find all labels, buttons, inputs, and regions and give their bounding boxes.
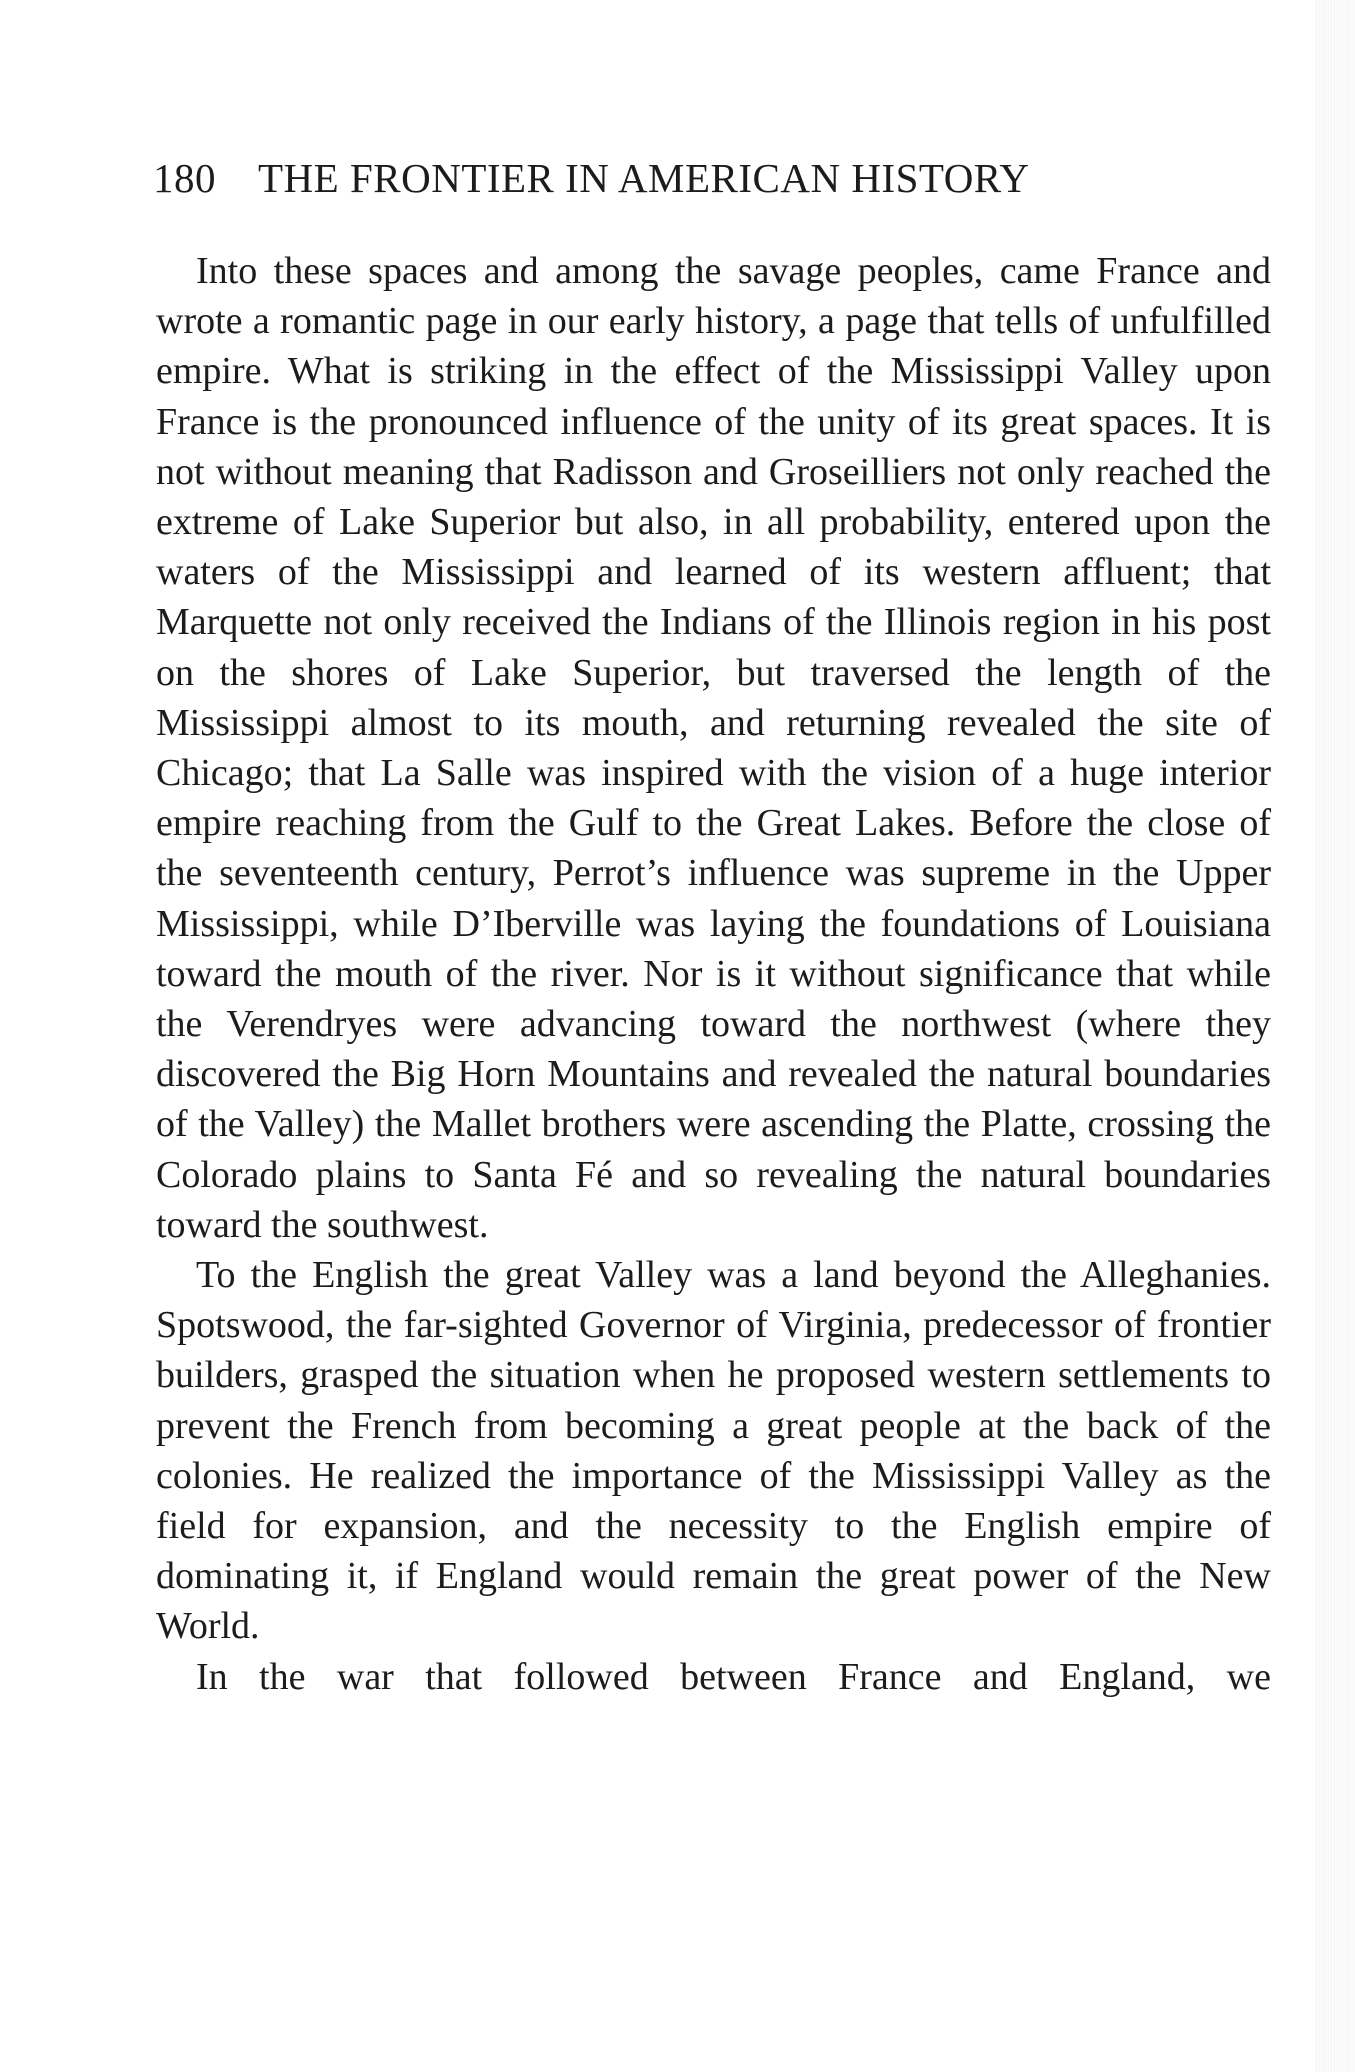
page-number: 180 bbox=[153, 155, 216, 201]
paragraph-war-continued: In the war that followed between France and England, we bbox=[196, 1655, 1271, 1698]
running-head bbox=[153, 153, 1263, 203]
paragraph-english-valley: To the English the great Valley was a land beyond the Alleghanies. Spotswood, the far-sighted Governor of Virginia, predecessor of frontier builders, grasped the situation when he proposed western settlements to prevent the French from becoming a great people at the back of the colonies. He realized the importance of the Mississippi Valley as the field for expansion, and the necessity to the English empire of dominating it, if England would remain the great power of the New World. bbox=[156, 1254, 1271, 1648]
running-title: THE FRONTIER IN AMERICAN HISTORY bbox=[258, 155, 1030, 201]
page-edge-shading bbox=[1315, 0, 1355, 2072]
paragraph-french-empire: Into these spaces and among the savage peoples, came France and wrote a romantic page in our early history, a page that tells of unfulfilled empire. What is striking in the effect of the Mississippi Valley upon France is the pronounced influence of the unity of its great spaces. It is not without meaning that Radisson and Groseilliers not only reached the extreme of Lake Superior but also, in all probability, entered upon the waters of the Mississippi and learned of its western affluent; that Marquette not only received the Indians of the Illinois region in his post on the shores of Lake Superior, but traversed the length of the Mississippi almost to its mouth, and returning revealed the site of Chicago; that La Salle was inspired with the vision of a huge interior empire reaching from the Gulf to the Great Lakes. Before the close of the seventeenth century, Perrot’s influence was supreme in the Upper Mississippi, while D’Iberville was laying the foundations of Louisiana toward the mouth of the river. Nor is it without significance that while the Verendryes were advancing toward the northwest (where they discovered the Big Horn Mountains and revealed the natural boundaries of the Valley) the Mallet brothers were ascending the Platte, crossing the Colorado plains to Santa Fé and so revealing the natural boundaries toward the southwest. bbox=[156, 250, 1271, 1246]
body-text bbox=[156, 246, 1271, 1702]
